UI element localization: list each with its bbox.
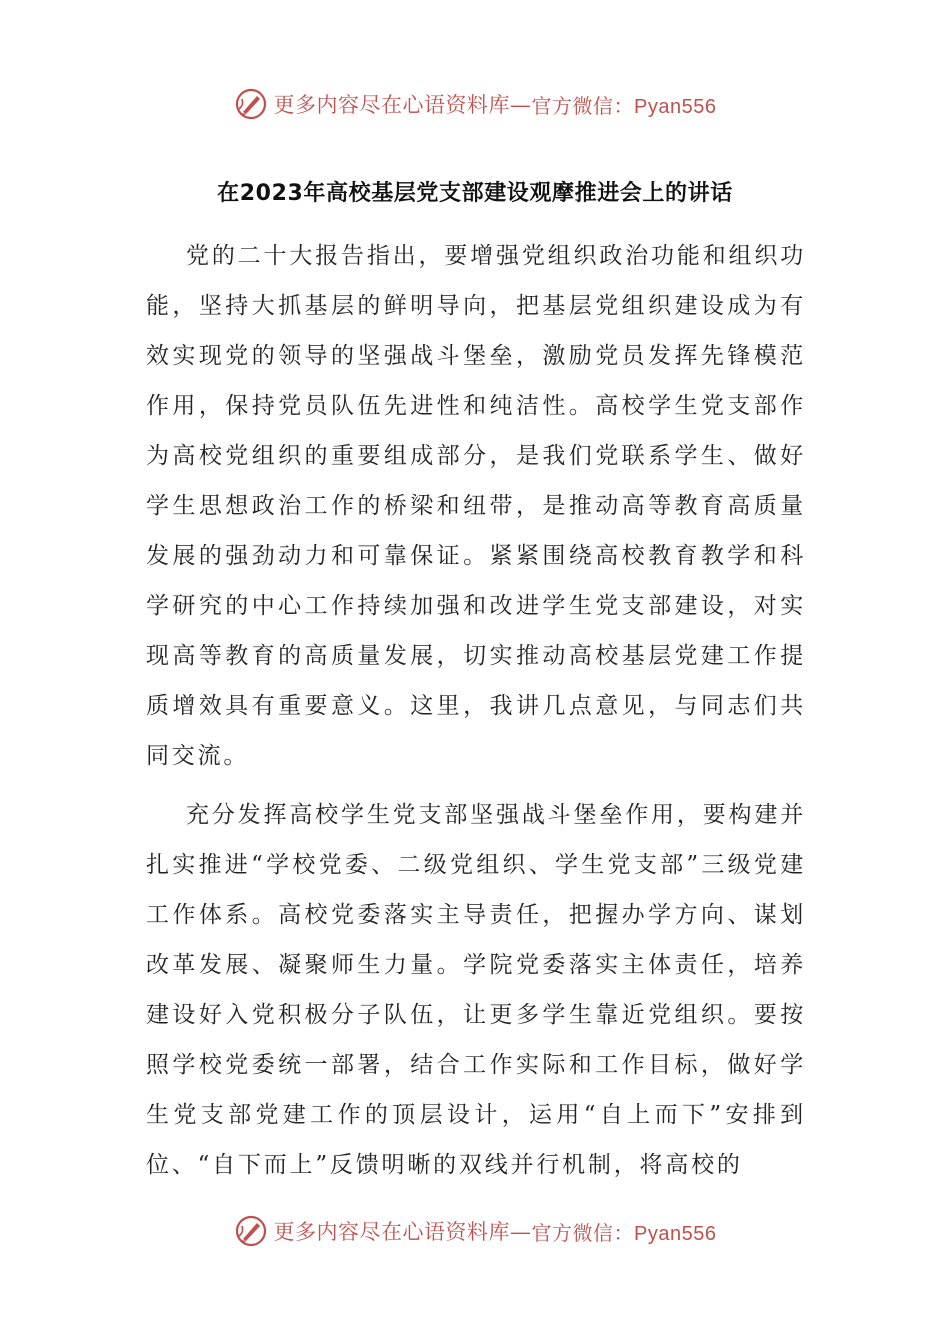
paragraph-2: 充分发挥高校学生党支部坚强战斗堡垒作用，要构建并扎实推进“学校党委、二级党组织、学生党支部”三级党建工作体系。高校党委落实主导责任，把握办学方向、谋划改革发展、凝聚师生力量。学院党委落实主体责任，培养建设好入党积极分子队伍，让更多学生靠近党组织。要按照学校党委统一部署，结合工作实际和工作目标，做好学生党支部党建工作的顶层设计，运用“自上而下”安排到位、“自下而上”反馈明晰的双线并行机制，将高校的	[146, 802, 806, 1178]
header-banner-text: 更多内容尽在心语资料库—	[273, 93, 532, 117]
footer-banner	[0, 1211, 950, 1251]
paragraph-1: 党的二十大报告指出，要增强党组织政治功能和组织功能，坚持大抓基层的鲜明导向，把基层党组织建设成为有效实现党的领导的坚强战斗堡垒，激励党员发挥先锋模范作用，保持党员队伍先进性和纯洁性。高校学生党支部作为高校党组织的重要组成部分，是我们党联系学生、做好学生思想政治工作的桥梁和纽带，是推动高等教育高质量发展的强劲动力和可靠保证。紧紧围绕高校教育教学和科学研究的中心工作持续加强和改进学生党支部建设，对实现高等教育的高质量发展，切实推动高校基层党建工作提质增效具有重要意义。这里，我讲几点意见，与同志们共同交流。	[146, 243, 806, 769]
header-banner	[0, 84, 950, 124]
quill-pen-logo-icon	[234, 1214, 268, 1248]
footer-banner-text: 更多内容尽在心语资料库—	[273, 1220, 532, 1244]
quill-pen-logo-icon	[234, 87, 268, 121]
header-banner-wechat: 官方微信：Pyan556	[531, 95, 717, 118]
footer-banner-wechat: 官方微信：Pyan556	[531, 1222, 717, 1245]
document-title: 在2023年高校基层党支部建设观摩推进会上的讲话	[217, 181, 733, 206]
